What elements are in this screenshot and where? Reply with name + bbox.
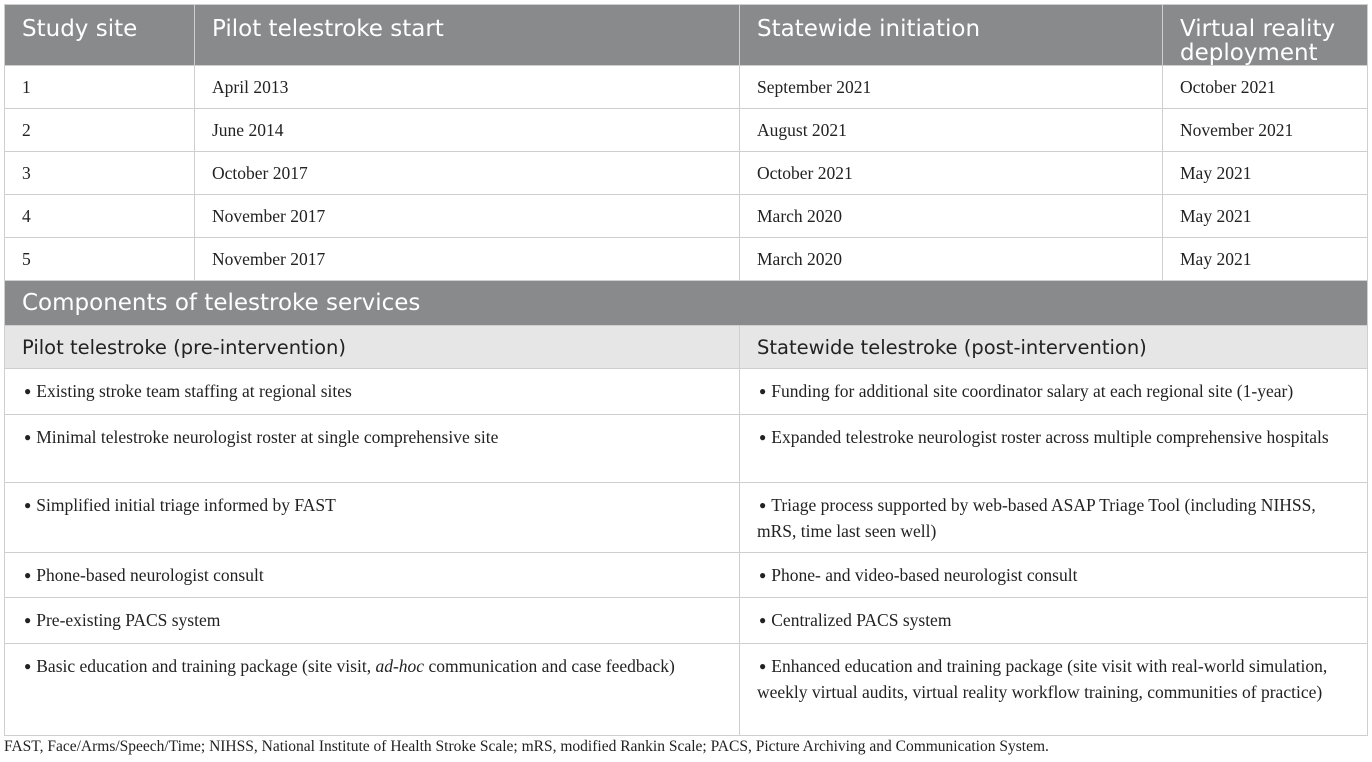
bullet-icon: ●: [759, 497, 767, 512]
post-component: [740, 643, 1368, 735]
header-study-site: Study site: [5, 5, 195, 66]
cell-statewide: October 2021: [740, 152, 1163, 195]
post-component: [740, 482, 1368, 552]
cell-site: 3: [5, 152, 195, 195]
cell-site: 2: [5, 109, 195, 152]
cell-pilot-start: April 2013: [195, 66, 740, 109]
component-text: Triage process supported by web-based ASAP Triage Tool (including NIHSS, mRS, time last seen well): [757, 494, 1316, 541]
component-row: [5, 414, 1368, 482]
table-row: [5, 195, 1368, 238]
cell-statewide: March 2020: [740, 195, 1163, 238]
bullet-icon: ●: [24, 429, 32, 444]
post-component: [740, 414, 1368, 482]
pre-intervention-heading: Pilot telestroke (pre-intervention): [5, 326, 740, 369]
table-row: [5, 238, 1368, 281]
pre-component: [5, 369, 740, 415]
component-text: Phone-based neurologist consult: [36, 564, 264, 585]
cell-site: 1: [5, 66, 195, 109]
cell-vr: May 2021: [1163, 195, 1368, 238]
cell-pilot-start: October 2017: [195, 152, 740, 195]
section-header-row: [5, 281, 1368, 326]
component-text: Enhanced education and training package (site visit with real-world simulation, weekly virtual audits, virtual reality workflow training, communities of practice): [757, 655, 1328, 702]
telestroke-table: [4, 4, 1368, 736]
bullet-icon: ●: [759, 567, 767, 582]
post-component: [740, 552, 1368, 598]
bullet-icon: ●: [759, 658, 767, 673]
table-header-row: [5, 5, 1368, 66]
table-row: [5, 152, 1368, 195]
component-text: Existing stroke team staffing at regional sites: [36, 381, 352, 401]
cell-statewide: August 2021: [740, 109, 1163, 152]
cell-vr: May 2021: [1163, 238, 1368, 281]
component-text: Phone- and video-based neurologist consult: [771, 564, 1078, 585]
cell-pilot-start: November 2017: [195, 238, 740, 281]
component-row: [5, 643, 1368, 735]
subheader-row: [5, 326, 1368, 369]
pre-component: [5, 598, 740, 644]
component-text-pre: Basic education and training package (site visit,: [36, 655, 376, 676]
bullet-icon: ●: [759, 429, 767, 444]
table-row: [5, 66, 1368, 109]
cell-pilot-start: June 2014: [195, 109, 740, 152]
bullet-icon: ●: [759, 384, 767, 398]
pre-component: [5, 643, 740, 735]
pre-component: [5, 482, 740, 552]
cell-vr: November 2021: [1163, 109, 1368, 152]
post-intervention-heading: Statewide telestroke (post-intervention): [740, 326, 1368, 369]
bullet-icon: ●: [24, 384, 32, 398]
component-text: Centralized PACS system: [771, 610, 952, 630]
component-text: Simplified initial triage informed by FAST: [36, 494, 336, 515]
header-vr-deployment: Virtual reality deployment: [1163, 5, 1368, 66]
post-component: [740, 598, 1368, 644]
component-text: Minimal telestroke neurologist roster at single comprehensive site: [36, 426, 499, 447]
component-text: Expanded telestroke neurologist roster across multiple comprehensive hospitals: [771, 426, 1329, 447]
bullet-icon: ●: [759, 613, 767, 627]
cell-statewide: March 2020: [740, 238, 1163, 281]
bullet-icon: ●: [24, 613, 32, 627]
cell-site: 4: [5, 195, 195, 238]
post-component: [740, 369, 1368, 415]
table-row: [5, 109, 1368, 152]
component-row: [5, 482, 1368, 552]
component-row: [5, 598, 1368, 644]
component-row: [5, 552, 1368, 598]
component-text-italic: ad-hoc: [375, 655, 425, 676]
cell-vr: October 2021: [1163, 66, 1368, 109]
component-row: [5, 369, 1368, 415]
component-text: Funding for additional site coordinator salary at each regional site (1-year): [771, 381, 1294, 401]
cell-vr: May 2021: [1163, 152, 1368, 195]
bullet-icon: ●: [24, 658, 32, 673]
cell-site: 5: [5, 238, 195, 281]
component-text: Pre-existing PACS system: [36, 610, 221, 630]
bullet-icon: ●: [24, 497, 32, 512]
header-statewide-initiation: Statewide initiation: [740, 5, 1163, 66]
table-footnote: FAST, Face/Arms/Speech/Time; NIHSS, National Institute of Health Stroke Scale; mRS, modified Rankin Scale; PACS, Picture Archiving and Communication System.: [4, 738, 1049, 755]
cell-statewide: September 2021: [740, 66, 1163, 109]
header-pilot-start: Pilot telestroke start: [195, 5, 740, 66]
bullet-icon: ●: [24, 567, 32, 582]
section-title: Components of telestroke services: [5, 281, 1368, 326]
cell-pilot-start: November 2017: [195, 195, 740, 238]
component-text-post: communication and case feedback): [424, 655, 675, 676]
pre-component: [5, 552, 740, 598]
pre-component: [5, 414, 740, 482]
